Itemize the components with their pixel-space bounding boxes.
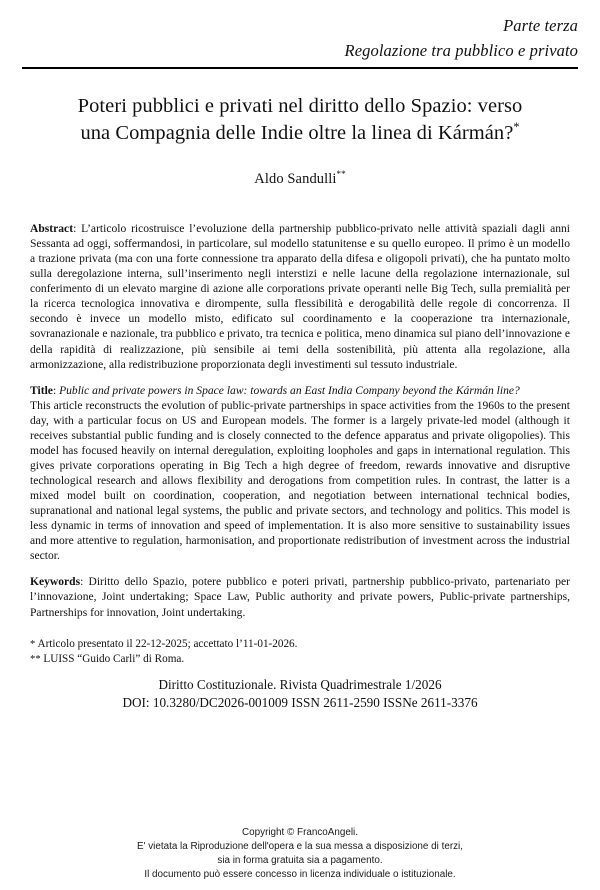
abstract-english-separator: : [52,384,60,397]
author-footnote-mark: ** [336,169,346,180]
abstract-english [30,384,570,565]
copyright-footer [0,826,600,882]
running-head [0,0,600,64]
title-line-1: Poteri pubblici e privati nel diritto dello Spazio: verso [77,94,523,117]
running-head-part-line: Parte terza [503,16,578,35]
abstract-english-title: Public and private powers in Space law: towards an East India Company beyond the Kármán line? [59,384,520,397]
running-head-section-line: Regolazione tra pubblico e privato [344,40,578,60]
page-title [30,93,570,148]
abstract-english-label: Title [30,384,53,397]
copyright-line-4: Il documento può essere concesso in licenza individuale o istituzionale. [144,868,456,880]
author-byline [30,171,570,188]
title-footnote-mark: * [513,119,520,134]
abstract-english-text: This article reconstructs the evolution of public-private partnerships in space activities from the 1960s to the present day, with a particular focus on US and European models. The former is a largely private-led model (although it receives substantial public funding and is closely connected to the defence apparatus and private oligopolies). This model has focused heavily on internal deregulation, exploiting loopholes and gaps in international regulation. This gives private corporations operating in Big Tech a high degree of freedom, rewards innovative and disruptive technological research and allows flexibility and derogations from competition rules. In contrast, the latter is a mixed model built on coordination, cooperation, and negotiation between international technical bodies, supranational and national legal systems, the public and private sectors, and technology and politics. This model is less dynamic in terms of innovation and speed of implementation. It is also more sensitive to sustainability issues and more attentive to regulation, harmonisation, and proportionate redistribution of investment across the industrial sector. [30,399,570,563]
title-block [0,69,600,189]
footnote-mark: * [30,638,36,650]
abstract-italian-separator: : [73,223,82,235]
footnotes-section [0,637,600,667]
footnote-text: LUISS “Guido Carli” di Roma. [43,652,185,665]
footnote-text: Articolo presentato il 22-12-2025; accettato l’11-01-2026. [37,637,298,650]
journal-doi-issn-line: DOI: 10.3280/DC2026-001009 ISSN 2611-2590 ISSNe 2611-3376 [122,694,478,710]
title-line-2: una Compagnia delle Indie oltre la linea di Kármán? [80,121,514,144]
abstract-section [0,222,600,621]
copyright-line-1: Copyright © FrancoAngeli. [242,826,358,838]
keywords [30,575,570,620]
footnote-mark: ** [30,653,41,665]
author-name: Aldo Sandulli [254,171,337,187]
footnote-item [30,652,570,667]
keywords-text: Diritto dello Spazio, potere pubblico e poteri privati, partnership pubblico-privato, partenariato per l’innovazione, Joint undertaking; Space Law, Public authority and private powers, Public-private partnerships, Partnerships for innovation, Joint undertaking. [30,576,570,619]
abstract-italian [30,222,570,373]
keywords-separator: : [80,576,89,589]
journal-identification [0,676,600,712]
journal-name-line: Diritto Costituzionale. Rivista Quadrimestrale 1/2026 [158,676,442,692]
keywords-label: Keywords [30,576,81,589]
copyright-line-3: sia in forma gratuita sia a pagamento. [217,854,383,866]
abstract-italian-label: Abstract [30,223,74,235]
footnote-item [30,637,570,652]
abstract-italian-text: L’articolo ricostruisce l’evoluzione della partnership pubblico-privato nelle attività spaziali dagli anni Sessanta ad oggi, soffermandosi, in particolare, sul modello statunitense e su quello europeo. Il primo è un modello a trazione privata (ma con una forte connessione tra apparato della difesa e oligopoli privati), che ha puntato molto sulla deregolazione interna, sull’inserimento negli interstizi e nelle lacune della regolazione internazionale, sul conferimento di un elevato margine di azione alle corporations private operanti nelle Big Tech, sulla premialità per la ricerca tecnologica innovativa e dirompente, sulla flessibilità e derogabilità delle regole di concorrenza. Il secondo è invece un modello misto, edificato sul coordinamento e la cooperazione tra internazionale, sovranazionale e nazionale, tra pubblico e privato, tra tecnica e politica, meno dinamica sul piano dell’innovazione e della rapidità di realizzazione, più sensibile ai temi della sostenibilità, più attenta alla regolazione, alla armonizzazione, alla redistribuzione proporzionata degli investimenti sul tessuto industriale. [30,223,570,371]
copyright-line-2: E' vietata la Riproduzione dell'opera e la sua messa a disposizione di terzi, [137,840,463,852]
